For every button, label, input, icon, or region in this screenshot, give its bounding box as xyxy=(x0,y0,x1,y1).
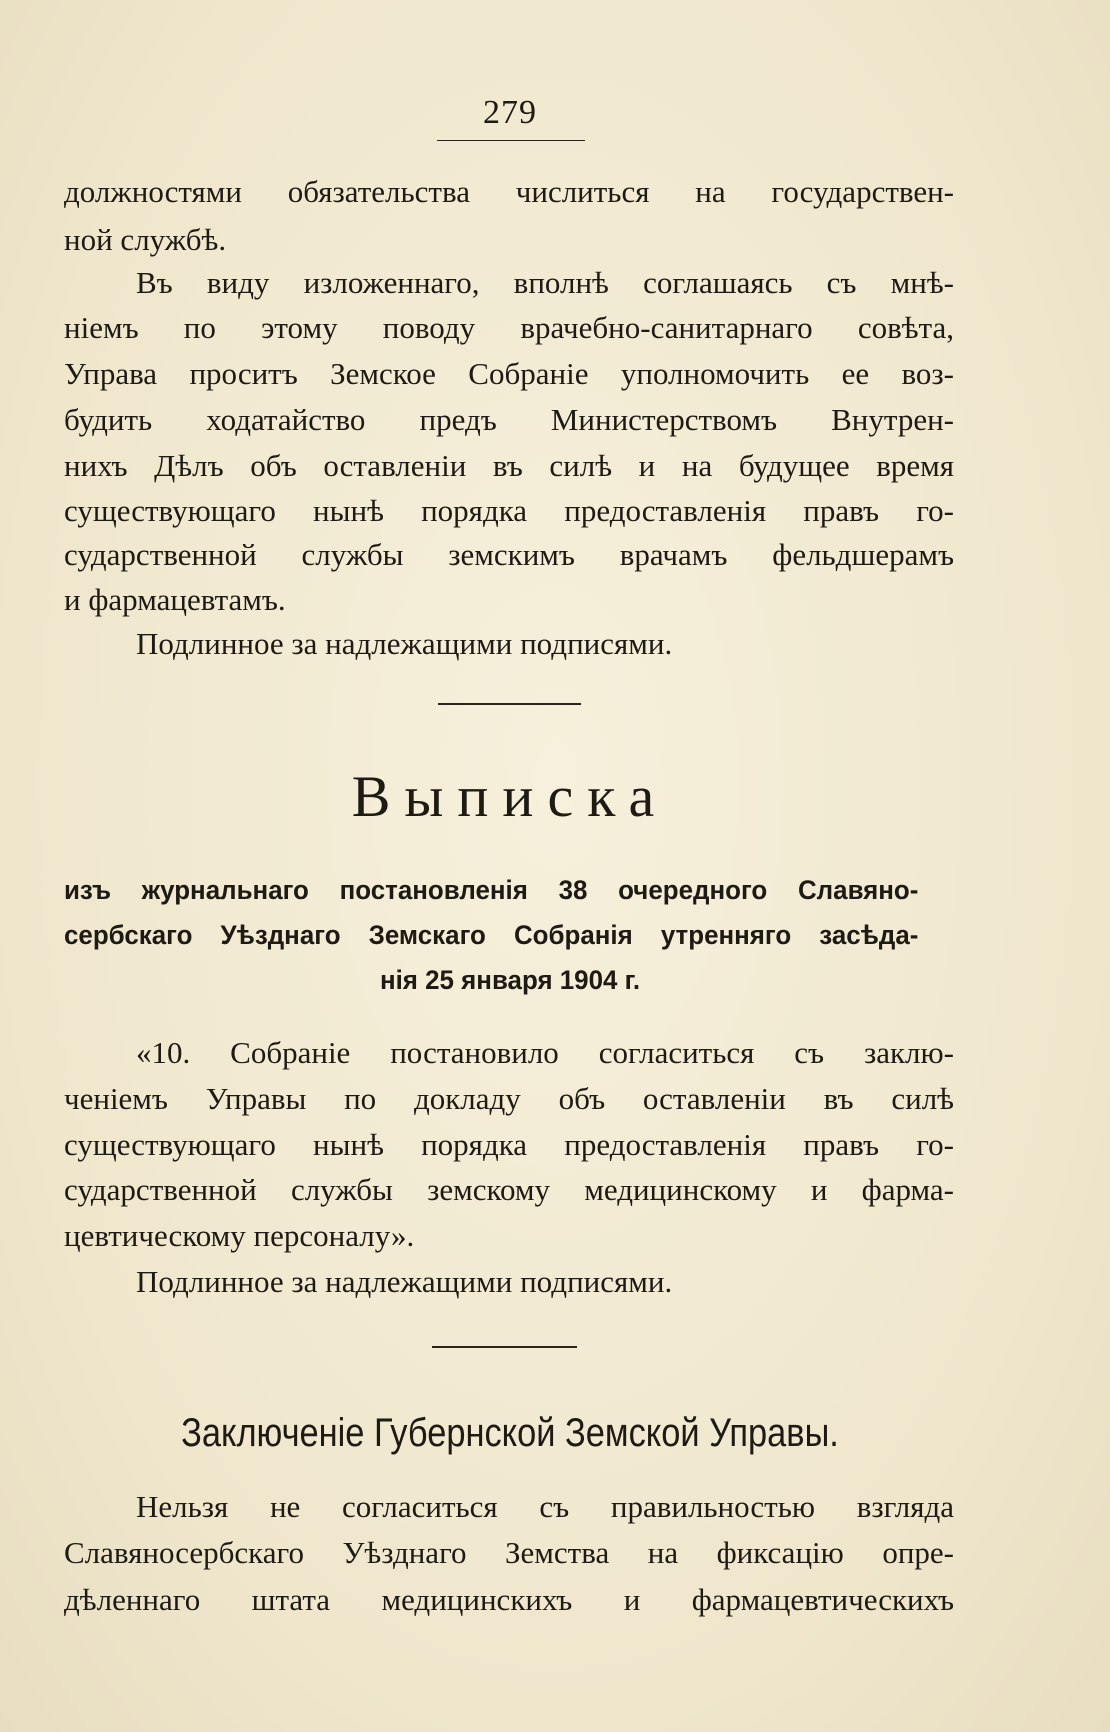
text-line: дѣленнаго штата медицинскихъ и фармацевтическихъ xyxy=(64,1582,954,1617)
text-line: ной службѣ. xyxy=(64,222,227,257)
quote-line: ченіемъ Управы по докладу объ оставленіи въ силѣ xyxy=(64,1081,954,1116)
text-line: Славяносербскаго Уѣзднаго Земства на фиксацію опре- xyxy=(64,1535,954,1570)
page-number-rule xyxy=(437,140,585,141)
text-line: нихъ Дѣлъ объ оставленіи въ силѣ и на будущее время xyxy=(64,448,954,483)
quote-line: существующаго нынѣ порядка предоставленія правъ го- xyxy=(64,1127,954,1162)
text-line: Нельзя не согласиться съ правильностью взгляда xyxy=(136,1489,954,1524)
subtitle-line: сербскаго Уѣзднаго Земскаго Собранія утренняго засѣда- xyxy=(64,920,919,950)
section-divider xyxy=(438,703,581,705)
section-heading: Заключеніе Губернской Земской Управы. xyxy=(181,1411,839,1455)
text-line: и фармацевтамъ. xyxy=(64,582,286,617)
text-line: Въ виду изложеннаго, вполнѣ соглашаясь съ мнѣ- xyxy=(136,265,954,300)
quote-line: сударственной службы земскому медицинскому и фарма- xyxy=(64,1172,954,1207)
subtitle-line: нія 25 января 1904 г. xyxy=(379,965,641,995)
text-line: существующаго нынѣ порядка предоставленія правъ го- xyxy=(64,493,954,528)
text-line: сударственной службы земскимъ врачамъ фельдшерамъ xyxy=(64,537,954,572)
text-line: Управа проситъ Земское Собраніе уполномочить ее воз- xyxy=(64,356,954,391)
subtitle-line: изъ журнальнаго постановленія 38 очередного Славяно- xyxy=(64,875,919,905)
text-line: ніемъ по этому поводу врачебно-санитарнаго совѣта, xyxy=(64,310,954,345)
quote-line: «10. Собраніе постановило согласиться съ заклю- xyxy=(136,1035,954,1070)
quote-line: цевтическому персоналу». xyxy=(64,1218,415,1253)
text-line: должностями обязательства числиться на государствен- xyxy=(64,174,954,209)
text-line: будить ходатайство предъ Министерствомъ Внутрен- xyxy=(64,402,954,437)
signature-line: Подлинное за надлежащими подписями. xyxy=(136,626,673,661)
page-number: 279 xyxy=(483,94,537,131)
section-divider xyxy=(432,1346,577,1348)
signature-line: Подлинное за надлежащими подписями. xyxy=(136,1264,673,1299)
section-title: Выписка xyxy=(351,764,669,829)
